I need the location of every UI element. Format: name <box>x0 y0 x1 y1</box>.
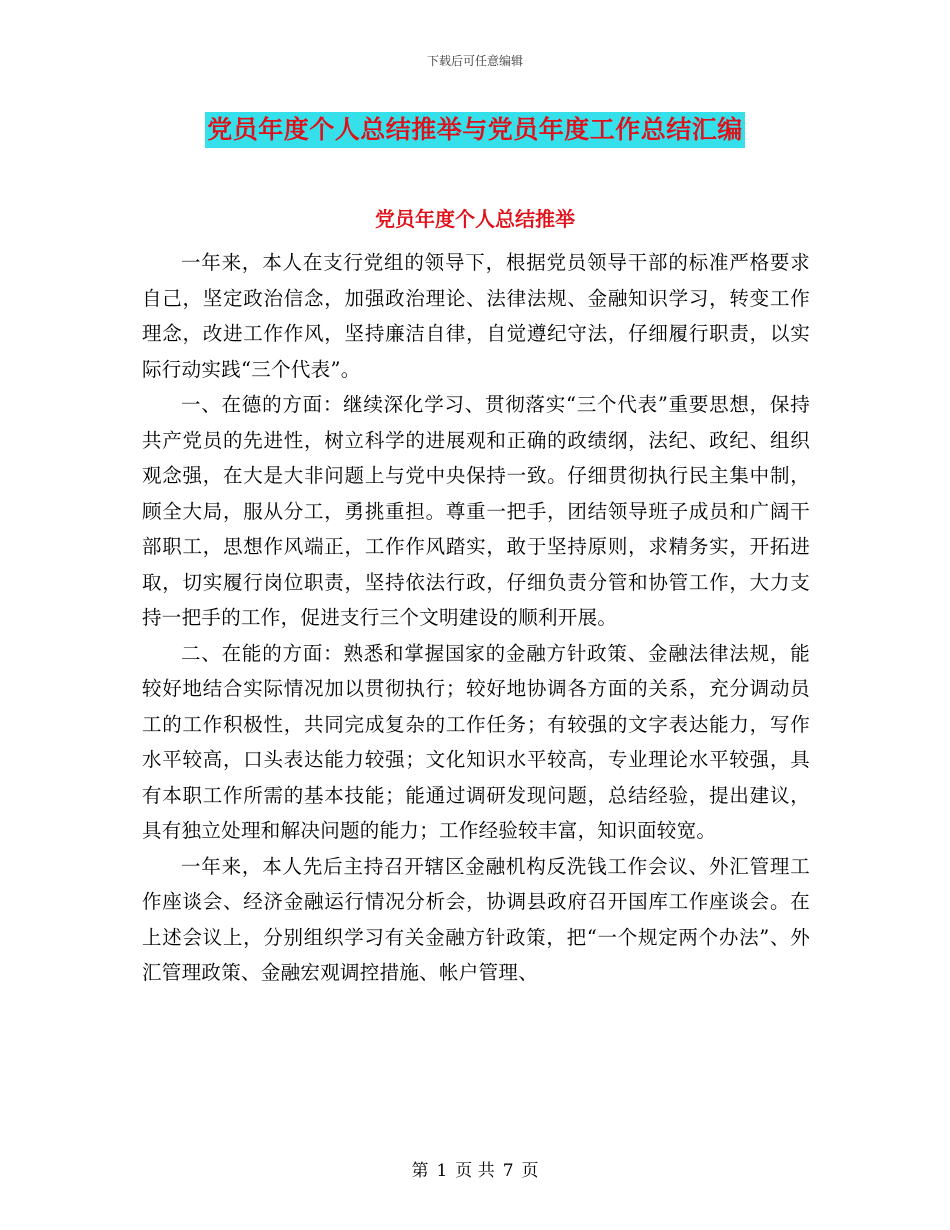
footer-prefix: 第 <box>411 1161 429 1181</box>
header-note: 下载后可任意编辑 <box>426 54 523 68</box>
footer-suffix: 页 <box>521 1161 539 1181</box>
paragraph-ability: 二、在能的方面：熟悉和掌握国家的金融方针政策、金融法律法规，能较好地结合实际情况加以贯彻执行；较好地协调各方面的关系，充分调动员工的工作积极性，共同完成复杂的工作任务；有较强的文字表达能力，写作水平较高，口头表达能力较强；文化知识水平较高，专业理论水平较强，具有本职工作所需的基本技能；能通过调研发现问题，总结经验，提出建议，具有独立处理和解决问题的能力；工作经验较丰富，知识面较宽。 <box>142 641 810 842</box>
paragraph-meetings: 一年来，本人先后主持召开辖区金融机构反洗钱工作会议、外汇管理工作座谈会、经济金融运行情况分析会，协调县政府召开国库工作座谈会。在上述会议上，分别组织学习有关金融方针政策，把“一个规定两个办法”、外汇管理政策、金融宏观调控措施、帐户管理、 <box>142 854 810 984</box>
section-title: 党员年度个人总结推举 <box>375 207 575 231</box>
footer-page-number: 1 <box>436 1161 448 1181</box>
page-footer <box>0 1156 950 1181</box>
paragraph-morality: 一、在德的方面：继续深化学习、贯彻落实“三个代表”重要思想，保持共产党员的先进性，树立科学的进展观和正确的政绩纲，法纪、政纪、组织观念强，在大是大非问题上与党中央保持一致。仔细贯彻执行民主集中制，顾全大局，服从分工，勇挑重担。尊重一把手，团结领导班子成员和广阔干部职工，思想作风端正，工作作风踏实，敢于坚持原则，求精务实，开拓进取，切实履行岗位职责，坚持依法行政，仔细负责分管和协管工作，大力支持一把手的工作，促进支行三个文明建设的顺利开展。 <box>142 393 810 629</box>
body-text <box>142 245 810 991</box>
footer-middle: 页 共 <box>455 1161 495 1181</box>
main-title: 党员年度个人总结推举与党员年度工作总结汇编 <box>205 112 745 148</box>
footer-total-pages: 7 <box>502 1161 514 1181</box>
paragraph-intro: 一年来，本人在支行党组的领导下，根据党员领导干部的标准严格要求自己，坚定政治信念，加强政治理论、法律法规、金融知识学习，转变工作理念，改进工作作风，坚持廉洁自律，自觉遵纪守法，仔细履行职责，以实际行动实践“三个代表”。 <box>142 251 810 381</box>
main-title-container <box>0 112 950 148</box>
